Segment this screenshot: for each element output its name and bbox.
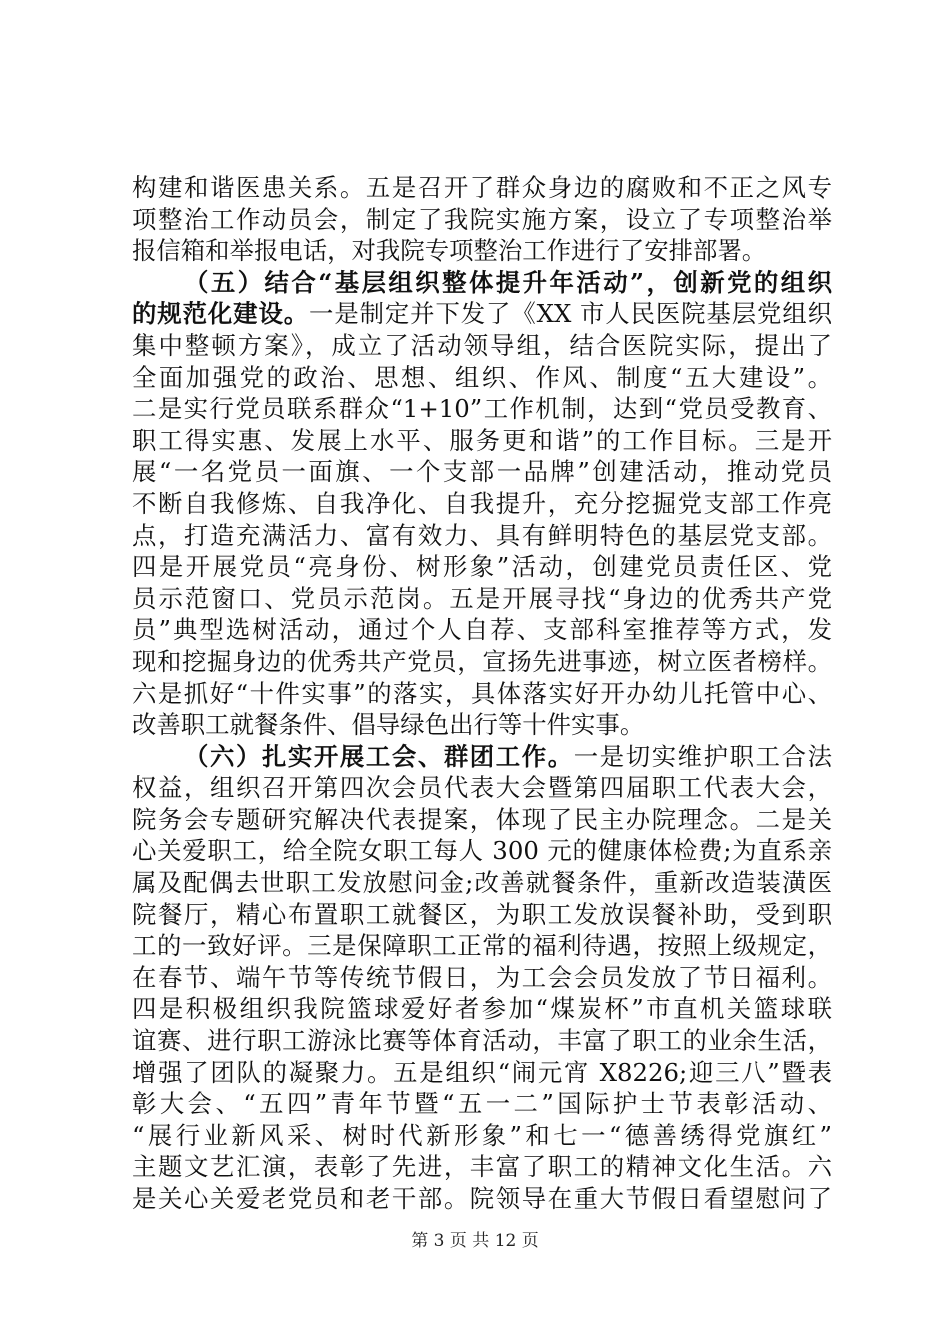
text-line: 工的一致好评。三是保障职工正常的福利待遇，按照上级规定， <box>132 931 832 961</box>
text-line: 改善职工就餐条件、倡导绿色出行等十件实事。 <box>132 710 645 740</box>
page-number-footer: 第 3 页 共 12 页 <box>411 1231 539 1251</box>
text-line: 员”典型选树活动，通过个人自荐、支部科室推荐等方式，发 <box>132 615 832 645</box>
text-line: 项整治工作动员会，制定了我院实施方案，设立了专项整治举 <box>132 204 832 234</box>
text-line: 院务会专题研究解决代表提案，体现了民主办院理念。二是关 <box>132 804 832 834</box>
text-line: 在春节、端午节等传统节假日，为工会会员发放了节日福利。 <box>132 962 832 992</box>
body-text <box>132 172 832 1215</box>
text-line: 六是抓好“十件实事”的落实，具体落实好开办幼儿托管中心、 <box>132 678 832 708</box>
text-line: 二是实行党员联系群众“1+10”工作机制，达到“党员受教育、 <box>132 394 832 424</box>
text-line: 彰大会、“五四”青年节暨“五一二”国际护士节表彰活动、 <box>132 1089 832 1119</box>
text-line: 增强了团队的凝聚力。五是组织“闹元宵 X8226;迎三八”暨表 <box>132 1057 832 1087</box>
text-line <box>132 741 832 773</box>
text-line: 心关爱职工，给全院女职工每人 300 元的健康体检费;为直系亲 <box>132 836 832 866</box>
text-line: 点，打造充满活力、富有效力、具有鲜明特色的基层党支部。 <box>132 520 832 550</box>
text-line: 集中整顿方案》，成立了活动领导组，结合医院实际，提出了 <box>132 330 832 360</box>
text-line: “展行业新风采、树时代新形象”和七一“德善绣得党旗红” <box>132 1120 832 1150</box>
text-line: 全面加强党的政治、思想、组织、作风、制度“五大建设”。 <box>132 362 832 392</box>
text-line: 职工得实惠、发展上水平、服务更和谐”的工作目标。三是开 <box>132 425 832 455</box>
text-line: 展“一名党员一面旗、一个支部一品牌”创建活动，推动党员 <box>132 457 832 487</box>
text-line: 不断自我修炼、自我净化、自我提升，充分挖掘党支部工作亮 <box>132 488 832 518</box>
text-line: 四是开展党员“亮身份、树形象”活动，创建党员责任区、党 <box>132 552 832 582</box>
text-line: 属及配偶去世职工发放慰问金;改善就餐条件，重新改造装潢医 <box>132 868 832 898</box>
text-line: 院餐厅，精心布置职工就餐区，为职工发放误餐补助，受到职 <box>132 899 832 929</box>
text-line: 报信箱和举报电话，对我院专项整治工作进行了安排部署。 <box>132 236 767 266</box>
text-line: 谊赛、进行职工游泳比赛等体育活动，丰富了职工的业余生活， <box>132 1026 832 1056</box>
text-line: 现和挖掘身边的优秀共产党员，宣扬先进事迹，树立医者榜样。 <box>132 646 832 676</box>
section-heading-5: （五）结合“基层组织整体提升年活动”，创新党的组织 <box>184 267 832 297</box>
text-line: 四是积极组织我院篮球爱好者参加“煤炭杯”市直机关篮球联 <box>132 994 832 1024</box>
text-line: 是关心关爱老党员和老干部。院领导在重大节假日看望慰问了 <box>132 1184 832 1213</box>
text-line: 主题文艺汇演，表彰了先进，丰富了职工的精神文化生活。六 <box>132 1152 832 1182</box>
section-heading-5-continued: 的规范化建设。 <box>132 299 310 329</box>
text-line: 员示范窗口、党员示范岗。五是开展寻找“身边的优秀共产党 <box>132 583 832 613</box>
text-line <box>132 298 832 330</box>
text-line: 权益，组织召开第四次会员代表大会暨第四届职工代表大会， <box>132 773 832 803</box>
text-run: 一是切实维护职工合法 <box>573 741 832 771</box>
section-heading-6: （六）扎实开展工会、群团工作。 <box>184 741 574 771</box>
text-line: 构建和谐医患关系。五是召开了群众身边的腐败和不正之风专 <box>132 173 832 202</box>
text-run: 一是制定并下发了《XX 市人民医院基层党组织 <box>309 299 832 329</box>
